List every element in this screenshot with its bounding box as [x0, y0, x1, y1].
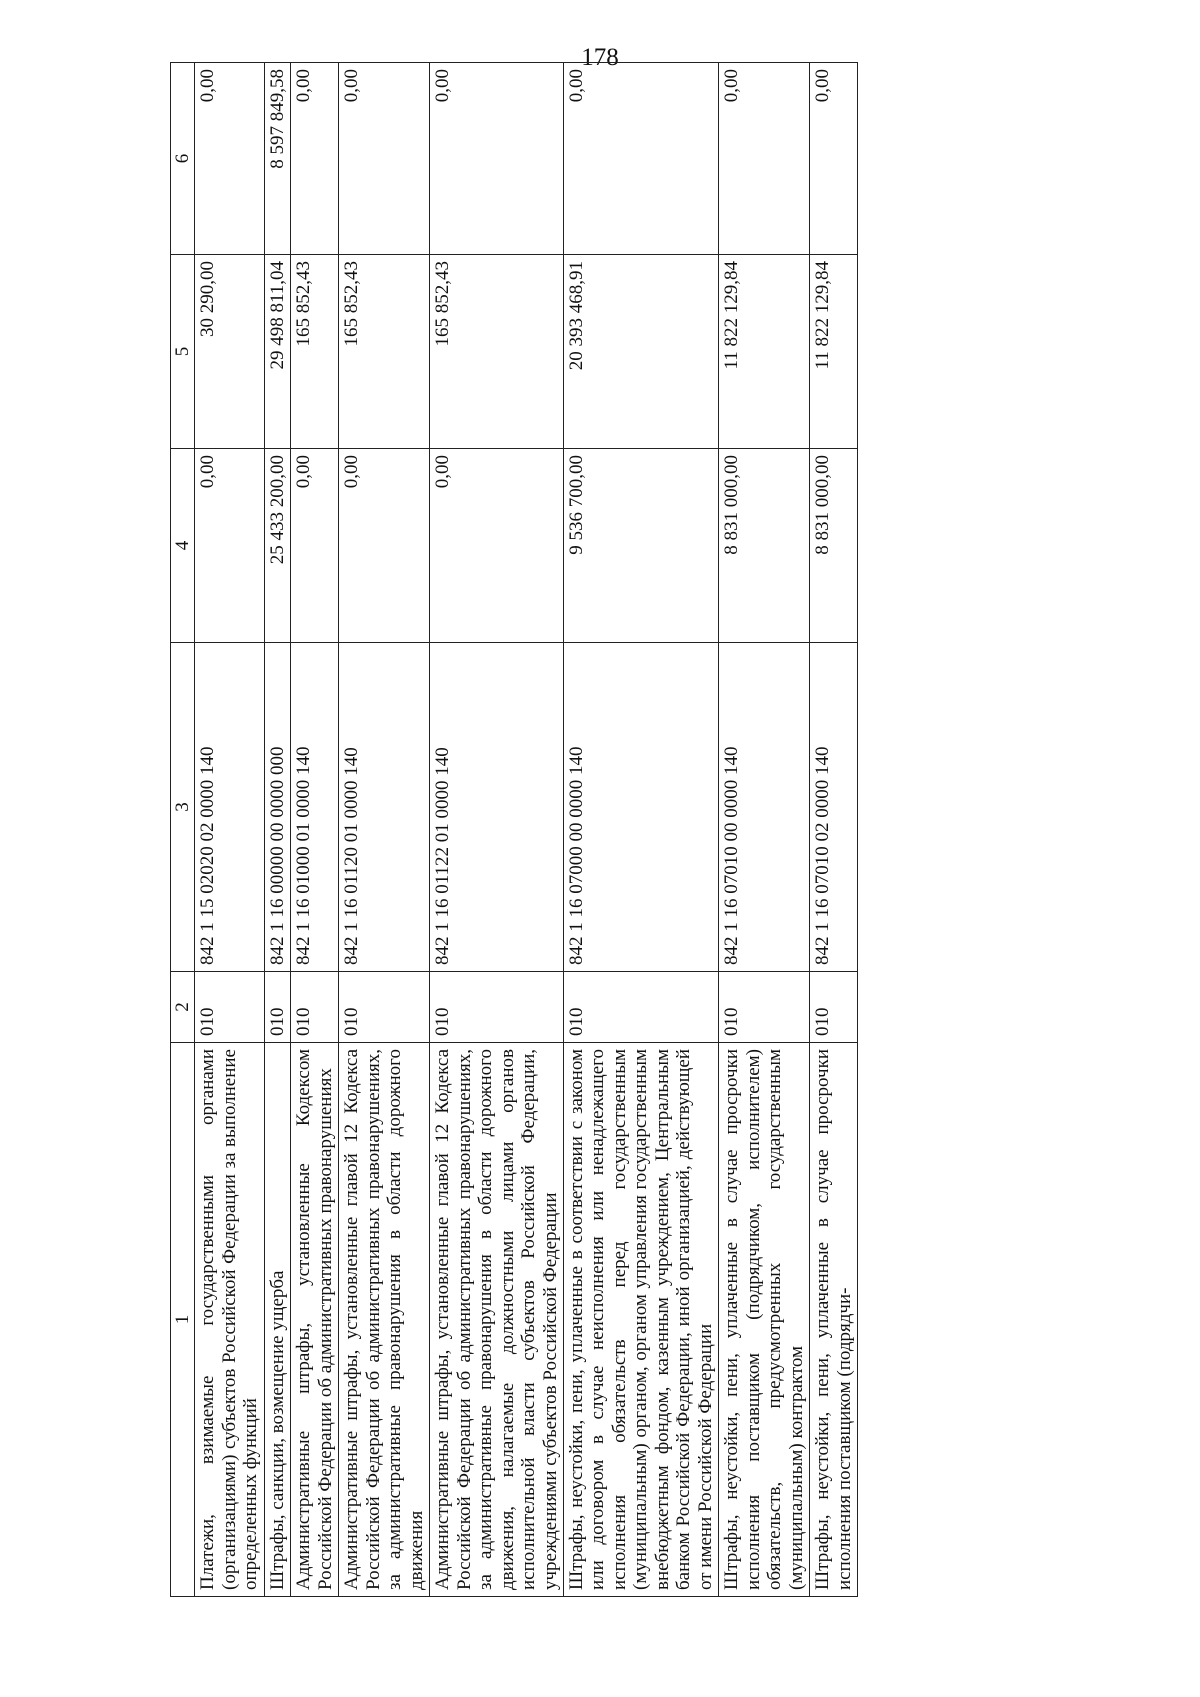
row-value-col5: 29 498 811,04	[264, 255, 290, 449]
row-value-col5: 165 852,43	[430, 255, 564, 449]
row-budget-code: 842 1 15 02020 02 0000 140	[195, 643, 264, 972]
row-line-code: 010	[291, 972, 339, 1043]
row-value-col6: 0,00	[291, 63, 339, 255]
page-number: 178	[581, 44, 619, 71]
row-value-col4: 8 831 000,00	[719, 449, 810, 643]
rotated-table-wrapper	[170, 69, 1100, 1597]
row-value-col4: 8 831 000,00	[810, 449, 858, 643]
table-row	[563, 63, 718, 1597]
row-value-col6: 0,00	[195, 63, 264, 255]
column-number-row	[171, 63, 195, 1597]
row-value-col5: 30 290,00	[195, 255, 264, 449]
column-number: 3	[171, 643, 195, 972]
row-value-col4: 25 433 200,00	[264, 449, 290, 643]
table-row	[339, 63, 430, 1597]
row-value-col6: 0,00	[810, 63, 858, 255]
row-value-col4: 0,00	[195, 449, 264, 643]
row-line-code: 010	[719, 972, 810, 1043]
row-budget-code: 842 1 16 00000 00 0000 000	[264, 643, 290, 972]
row-name: Штрафы, неустойки, пени, уплаченные в соответствии с законом или договором в случае неисполнения или ненадлежащего исполнения обязательств перед государственным (муниципальным) органом, органом управления государственным внебюджетным фондом, казенным учреждением, Центральным банком Российской Федерации, иной организацией, действующей от имени Российской Федерации	[563, 1043, 718, 1597]
row-budget-code: 842 1 16 01122 01 0000 140	[430, 643, 564, 972]
row-value-col6: 0,00	[339, 63, 430, 255]
table-row	[810, 63, 858, 1597]
row-value-col6: 0,00	[719, 63, 810, 255]
row-budget-code: 842 1 16 07010 00 0000 140	[719, 643, 810, 972]
row-value-col6: 0,00	[430, 63, 564, 255]
table-row	[430, 63, 564, 1597]
table-row	[264, 63, 290, 1597]
row-name: Штрафы, неустойки, пени, уплаченные в случае просрочки исполнения поставщиком (подрядчиком, исполнителем) обязательств, предусмотренных государственным (муниципальным) контрактом	[719, 1043, 810, 1597]
row-value-col5: 11 822 129,84	[810, 255, 858, 449]
table-row	[719, 63, 810, 1597]
row-line-code: 010	[563, 972, 718, 1043]
row-name: Штрафы, санкции, возмещение ущерба	[264, 1043, 290, 1597]
report-table	[170, 62, 858, 1597]
table-row	[291, 63, 339, 1597]
column-number: 6	[171, 63, 195, 255]
row-value-col5: 11 822 129,84	[719, 255, 810, 449]
row-budget-code: 842 1 16 01000 01 0000 140	[291, 643, 339, 972]
column-number: 2	[171, 972, 195, 1043]
row-value-col5: 165 852,43	[339, 255, 430, 449]
row-line-code: 010	[430, 972, 564, 1043]
row-line-code: 010	[810, 972, 858, 1043]
row-budget-code: 842 1 16 01120 01 0000 140	[339, 643, 430, 972]
row-value-col5: 20 393 468,91	[563, 255, 718, 449]
row-budget-code: 842 1 16 07010 02 0000 140	[810, 643, 858, 972]
row-name: Административные штрафы, установленные Кодексом Российской Федерации об административных правонарушениях	[291, 1043, 339, 1597]
row-budget-code: 842 1 16 07000 00 0000 140	[563, 643, 718, 972]
row-value-col4: 0,00	[430, 449, 564, 643]
column-number: 4	[171, 449, 195, 643]
row-line-code: 010	[264, 972, 290, 1043]
row-value-col5: 165 852,43	[291, 255, 339, 449]
row-value-col6: 8 597 849,58	[264, 63, 290, 255]
column-number: 1	[171, 1043, 195, 1597]
row-value-col4: 0,00	[339, 449, 430, 643]
row-value-col6: 0,00	[563, 63, 718, 255]
row-name: Штрафы, неустойки, пени, уплаченные в случае просрочки исполнения поставщиком (подрядчи-	[810, 1043, 858, 1597]
row-name: Административные штрафы, установленные главой 12 Кодекса Российской Федерации об административных правонарушениях, за административные правонарушения в области дорожного движения, налагаемые должностными лицами органов исполнительной власти субъектов Российской Федерации, учреждениями субъектов Российской Федерации	[430, 1043, 564, 1597]
column-number: 5	[171, 255, 195, 449]
table-row	[195, 63, 264, 1597]
row-value-col4: 0,00	[291, 449, 339, 643]
row-name: Административные штрафы, установленные главой 12 Кодекса Российской Федерации об административных правонарушениях, за административные правонарушения в области дорожного движения	[339, 1043, 430, 1597]
row-line-code: 010	[339, 972, 430, 1043]
row-line-code: 010	[195, 972, 264, 1043]
row-name: Платежи, взимаемые государственными органами (организациями) субъектов Российской Федерации за выполнение определенных функций	[195, 1043, 264, 1597]
row-value-col4: 9 536 700,00	[563, 449, 718, 643]
